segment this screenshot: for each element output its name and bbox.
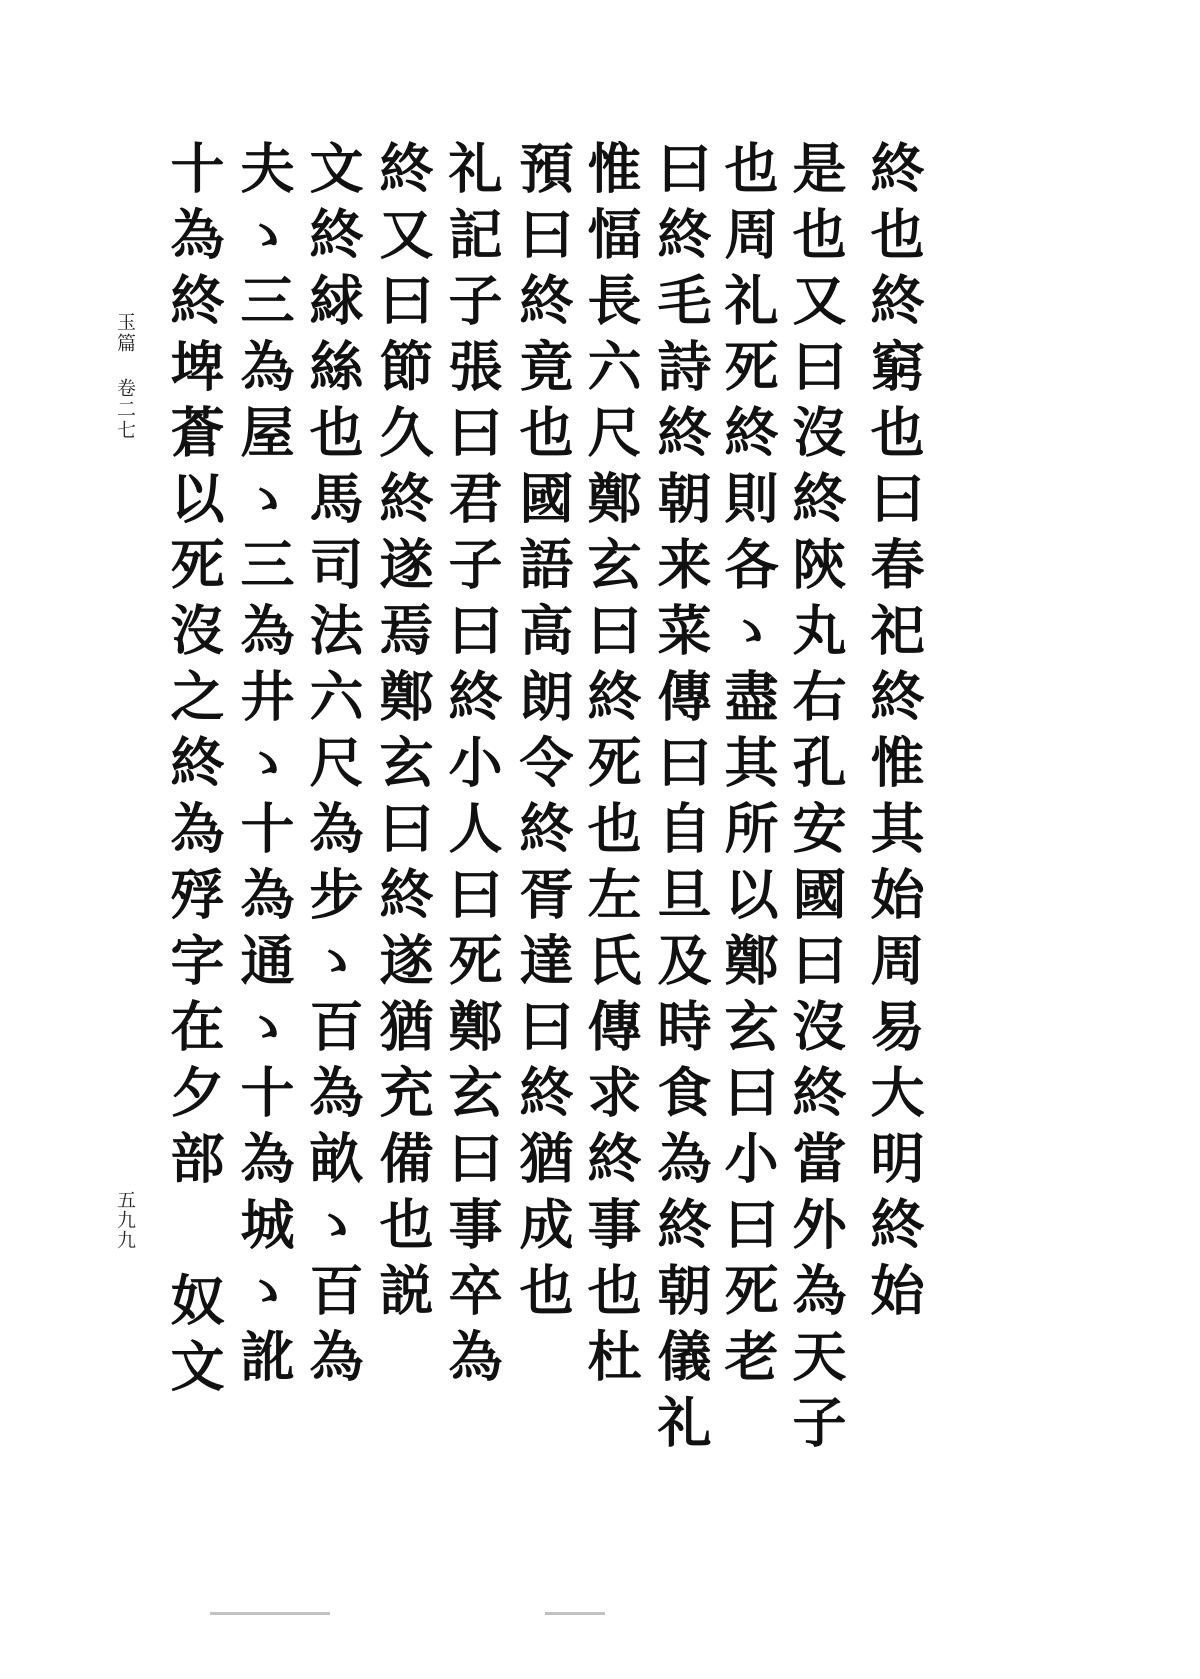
text-column-9: 文終絿絲也馬司法六尺為步ゝ百為畝ゝ百為 [301, 140, 365, 1394]
text-column-3: 也周礼死終則各ゝ盡其所以鄭玄曰小曰死老 [716, 140, 780, 1394]
scan-artifact-mark [210, 1612, 330, 1615]
text-column-8: 終又曰節久終遂焉鄭玄曰終遂猶充備也説 [371, 140, 435, 1328]
text-column-10: 夫ゝ三為屋ゝ三為井ゝ十為通ゝ十為城ゝ訛 [232, 140, 296, 1394]
book-title-label: 玉篇 卷二七 [114, 312, 136, 441]
text-column-4: 曰終毛詩終朝来菜傳曰自旦及時食為終朝儀礼 [649, 140, 713, 1460]
text-column-6: 預曰終竟也國語高朗令終胥達曰終猶成也 [511, 140, 575, 1328]
text-column-2: 是也又曰沒終陝丸右孔安國曰沒終當外為天子 [784, 140, 848, 1460]
text-column-1: 終也終窮也曰春祀終惟其始周易大明終始 [862, 140, 926, 1328]
scan-artifact-mark [545, 1612, 605, 1615]
text-column-11: 十為終埤蒼以死沒之終為殍字在夕部 奴文 [162, 140, 226, 1404]
page-number: 五九九 [114, 1190, 136, 1250]
text-column-7: 礼記子張曰君子曰終小人曰死鄭玄曰事卒為 [440, 140, 504, 1394]
text-column-5: 惟愊長六尺鄭玄曰終死也左氏傳求終事也杜 [579, 140, 643, 1394]
